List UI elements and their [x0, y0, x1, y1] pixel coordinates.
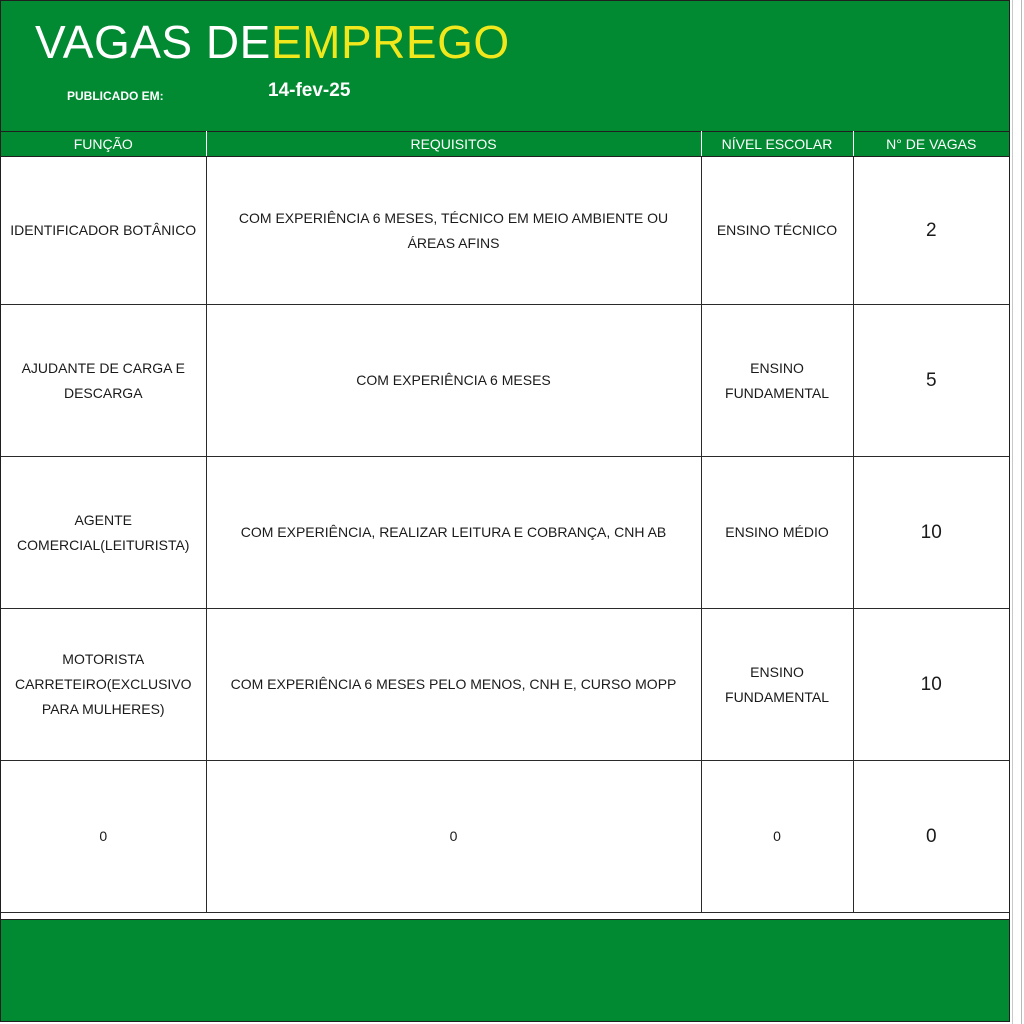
table-row [1, 609, 1009, 761]
column-header-funcao: FUNÇÃO [1, 132, 206, 157]
footer-band [1, 919, 1009, 1022]
page-edge-strip [1012, 0, 1024, 1024]
cell-nivel-escolar: ENSINO MÉDIO [701, 457, 853, 609]
cell-funcao: 0 [1, 761, 206, 913]
cell-funcao: IDENTIFICADOR BOTÂNICO [1, 157, 206, 305]
table-row [1, 761, 1009, 913]
table-row [1, 157, 1009, 305]
cell-vagas: 10 [853, 609, 1009, 761]
cell-requisitos: COM EXPERIÊNCIA, REALIZAR LEITURA E COBRANÇA, CNH AB [206, 457, 701, 609]
cell-requisitos: 0 [206, 761, 701, 913]
cell-requisitos: COM EXPERIÊNCIA 6 MESES PELO MENOS, CNH E, CURSO MOPP [206, 609, 701, 761]
cell-requisitos: COM EXPERIÊNCIA 6 MESES, TÉCNICO EM MEIO AMBIENTE OU ÁREAS AFINS [206, 157, 701, 305]
table-row [1, 457, 1009, 609]
cell-requisitos: COM EXPERIÊNCIA 6 MESES [206, 305, 701, 457]
cell-nivel-escolar: ENSINO FUNDAMENTAL [701, 305, 853, 457]
title-vagas-de: VAGAS DE [35, 16, 271, 68]
cell-nivel-escolar: ENSINO FUNDAMENTAL [701, 609, 853, 761]
cell-funcao: AGENTE COMERCIAL(LEITURISTA) [1, 457, 206, 609]
cell-funcao: MOTORISTA CARRETEIRO(EXCLUSIVO PARA MULHERES) [1, 609, 206, 761]
table-header-row [1, 132, 1009, 157]
cell-vagas: 2 [853, 157, 1009, 305]
cell-vagas: 0 [853, 761, 1009, 913]
header-band [1, 1, 1009, 131]
cell-nivel-escolar: ENSINO TÉCNICO [701, 157, 853, 305]
published-date: 14-fev-25 [268, 80, 351, 101]
cell-funcao: AJUDANTE DE CARGA E DESCARGA [1, 305, 206, 457]
cell-vagas: 10 [853, 457, 1009, 609]
column-header-vagas: N° DE VAGAS [853, 132, 1009, 157]
published-label: PUBLICADO EM: [67, 89, 164, 103]
column-header-nivel-escolar: NÍVEL ESCOLAR [701, 132, 853, 157]
page-edge-rule [1021, 0, 1022, 1024]
cell-nivel-escolar: 0 [701, 761, 853, 913]
job-table [1, 131, 1009, 913]
column-header-requisitos: REQUISITOS [206, 132, 701, 157]
title-emprego: EMPREGO [271, 16, 510, 68]
table-row [1, 305, 1009, 457]
cell-vagas: 5 [853, 305, 1009, 457]
